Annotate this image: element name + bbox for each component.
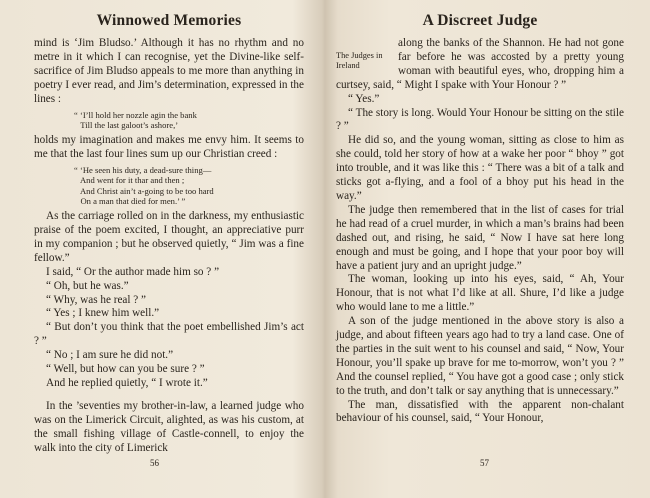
- margin-sidenote: The Judges in Ireland: [336, 51, 383, 70]
- right-page: [326, 0, 650, 498]
- dialogue-line: “ Well, but how can you be sure ? ”: [46, 363, 205, 376]
- dialogue-line: “ But don’t you think that the poet embellished Jim’s act ? ”: [34, 321, 304, 348]
- right-paragraph: The man, dissatisfied with the apparent non-chalant behaviour of his counsel, said, “ Your Honour,: [336, 398, 624, 425]
- right-opening-paragraph: along the banks of the Shannon. He had not gone far before he was accosted by a pretty young woman with beautiful eyes, who, dropping him a curtsey, said, “ Might I spake with Your Honour ? ”: [336, 37, 624, 91]
- right-body: [336, 37, 624, 426]
- dialogue-line: “ No ; I am sure he did not.”: [46, 349, 174, 362]
- left-page: [0, 0, 318, 498]
- dialogue-line: “ Oh, but he was.”: [46, 279, 129, 292]
- right-page-number: 57: [480, 458, 489, 468]
- right-paragraph: A son of the judge mentioned in the above story is also a judge, and about fifteen years ago had to try a land case. One of the parties in the suit went to his counsel and said, “ Now, Your Honour, you’ll spake up brave for me to-morrow, won’t you ? ” And the counsel replied, “ You have got a good case ; only stick to the truth, and don’t talk or say anything that is unnecessary.”: [336, 315, 624, 397]
- left-page-number: 56: [150, 458, 159, 468]
- right-paragraph: He did so, and the young woman, sitting as close to him as she could, told her story of how at a wake her poor “ bhoy ” got into trouble, and it was like this : “ There was a bit of a talk and sticks got a-flying, and a fool of a bhoy put his head in the way.”: [336, 134, 624, 202]
- right-paragraph: The woman, looking up into his eyes, said, “ Ah, Your Honour, that is not what I’d like at all. Shure, I’d like a judge who would lane to me a little.”: [336, 273, 624, 314]
- right-paragraph: “ Yes.”: [348, 92, 380, 105]
- dialogue-line: I said, “ Or the author made him so ? ”: [46, 265, 220, 278]
- dialogue-line: And he replied quietly, “ I wrote it.”: [46, 377, 208, 389]
- left-closing-paragraph: In the ’seventies my brother-in-law, a learned judge who was on the Limerick Circuit, alighted, as was his custom, at the small fishing village of Castle-connell, to enjoy the walk into the city of Limerick: [34, 399, 304, 454]
- right-running-head: A Discreet Judge: [422, 12, 538, 29]
- left-paragraph: holds my imagination and makes me envy him. It seems to me that the last four lines sum up our Christian creed :: [34, 134, 304, 161]
- left-paragraph: mind is ‘Jim Bludso.’ Although it has no rhythm and no metre in it which I can recognise, yet the Divine-like self-sacrifice of Jim Bludso appeals to me more than anything in poetry I ever read, and Jim’s determination, expressed in the lines :: [34, 37, 304, 105]
- left-body: [34, 37, 304, 456]
- dialogue-line: “ Yes ; I knew him well.”: [46, 307, 160, 320]
- verse-quote-1: “ ‘I’ll hold her nozzle agin the bank Till the last galoot’s ashore,’: [74, 109, 197, 130]
- right-paragraph: The judge then remembered that in the list of cases for trial he had read of a cruel murder, in which a man’s brains had been dashed out, and rising, he said, “ Now I have sat here long enough and must be going, and I hope that your poor boy will have a patient jury and an upright judge.”: [336, 203, 624, 272]
- dialogue-line: “ Why, was he real ? ”: [46, 293, 147, 306]
- verse-quote-2: “ ‘He seen his duty, a dead-sure thing— And went for it thar and then ; And Christ ain’t a-going to be too hard On a man that died for men.’ ”: [74, 164, 214, 206]
- left-running-head: Winnowed Memories: [96, 12, 242, 29]
- right-paragraph: “ The story is long. Would Your Honour be sitting on the stile ? ”: [336, 106, 624, 133]
- dialogue-line: As the carriage rolled on in the darkness, my enthusiastic praise of the poem excited, I thought, an appreciative purr in my companion ; but he observed quietly, “ Jim was a fine fellow.”: [34, 210, 304, 264]
